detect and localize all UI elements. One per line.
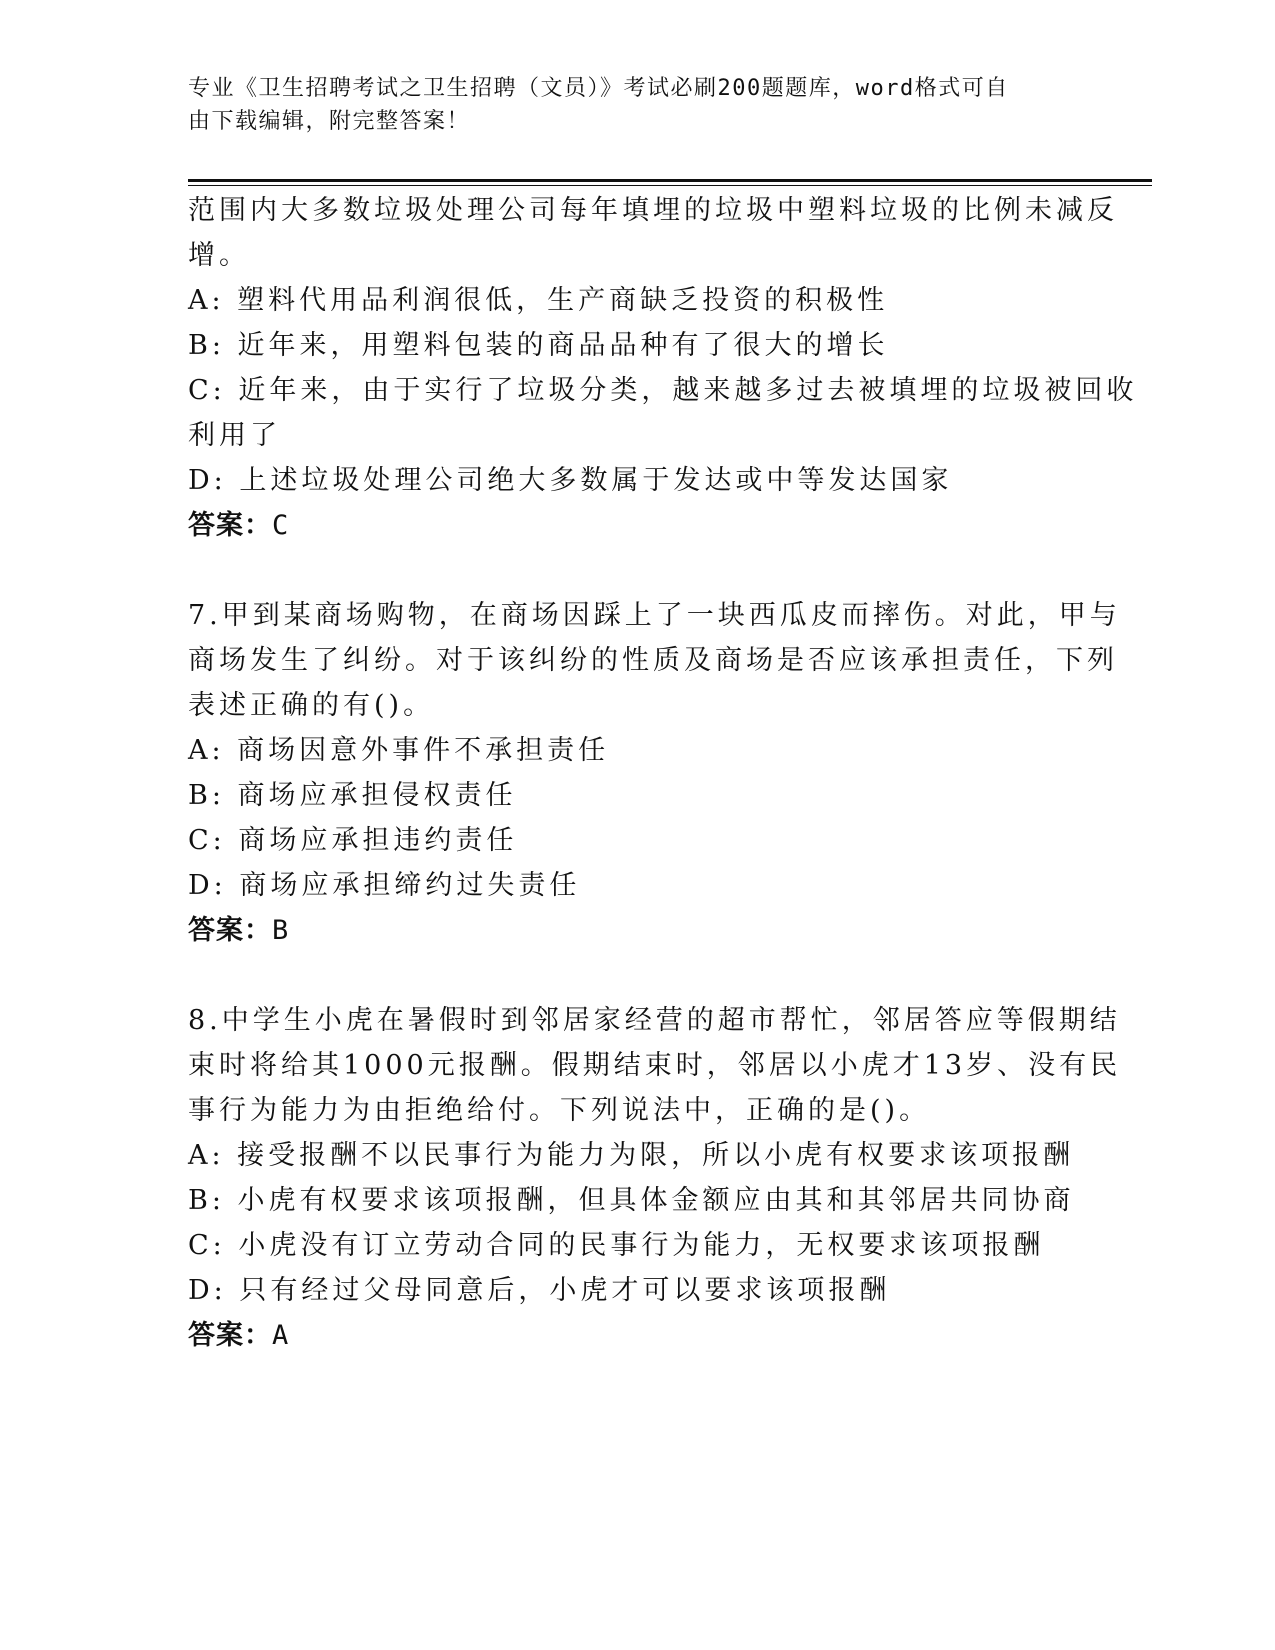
question-stem-line: 增。 [188, 240, 250, 271]
question-stem-line: 商场发生了纠纷。对于该纠纷的性质及商场是否应该承担责任，下列 [188, 645, 1118, 676]
answer-label: 答案： [188, 1320, 272, 1351]
option-a: A: 商场因意外事件不承担责任 [188, 735, 610, 766]
document-body [188, 188, 1138, 1358]
option-d: D: 只有经过父母同意后，小虎才可以要求该项报酬 [188, 1275, 891, 1306]
answer-line [188, 908, 1088, 953]
question-stem-line: 范围内大多数垃圾处理公司每年填埋的垃圾中塑料垃圾的比例未减反 [188, 195, 1118, 226]
header-line-2: 由下载编辑，附完整答案！ [188, 109, 471, 134]
question-stem-line: 束时将给其1000元报酬。假期结束时，邻居以小虎才13岁、没有民 [188, 1050, 1122, 1081]
option-d: D: 上述垃圾处理公司绝大多数属于发达或中等发达国家 [188, 465, 953, 496]
option-c: C: 近年来，由于实行了垃圾分类，越来越多过去被填埋的垃圾被回收 [188, 375, 1138, 406]
question-6-continued [188, 188, 1138, 548]
header-line-1: 专业《卫生招聘考试之卫生招聘（文员）》考试必刷200题题库，word格式可自 [188, 76, 1009, 101]
option-c-continued: 利用了 [188, 420, 281, 451]
option-a: A: 塑料代用品利润很低，生产商缺乏投资的积极性 [188, 285, 889, 316]
question-stem-line: 8.中学生小虎在暑假时到邻居家经营的超市帮忙，邻居答应等假期结 [188, 1005, 1121, 1036]
answer-value: C [272, 510, 290, 541]
answer-value: B [272, 915, 290, 946]
question-stem-line: 7.甲到某商场购物，在商场因踩上了一块西瓜皮而摔伤。对此，甲与 [188, 600, 1121, 631]
header-divider-thick [188, 179, 1152, 182]
option-b: B: 商场应承担侵权责任 [188, 780, 517, 811]
option-c: C: 商场应承担违约责任 [188, 825, 518, 856]
option-b: B: 小虎有权要求该项报酬，但具体金额应由其和其邻居共同协商 [188, 1185, 1075, 1216]
answer-value: A [272, 1320, 290, 1351]
option-a: A: 接受报酬不以民事行为能力为限，所以小虎有权要求该项报酬 [188, 1140, 1075, 1171]
option-d: D: 商场应承担缔约过失责任 [188, 870, 581, 901]
question-7 [188, 593, 1121, 953]
question-stem-line: 事行为能力为由拒绝给付。下列说法中，正确的是()。 [188, 1095, 931, 1126]
document-header [188, 72, 1068, 138]
spacer [188, 548, 1088, 593]
question-8 [188, 998, 1122, 1358]
spacer [188, 953, 1088, 998]
question-stem-line: 表述正确的有()。 [188, 690, 435, 721]
answer-line [188, 503, 1088, 548]
header-divider-thin [188, 185, 1152, 186]
answer-line [188, 1313, 1088, 1358]
answer-label: 答案： [188, 915, 272, 946]
option-b: B: 近年来，用塑料包装的商品品种有了很大的增长 [188, 330, 889, 361]
answer-label: 答案： [188, 510, 272, 541]
option-c: C: 小虎没有订立劳动合同的民事行为能力，无权要求该项报酬 [188, 1230, 1045, 1261]
